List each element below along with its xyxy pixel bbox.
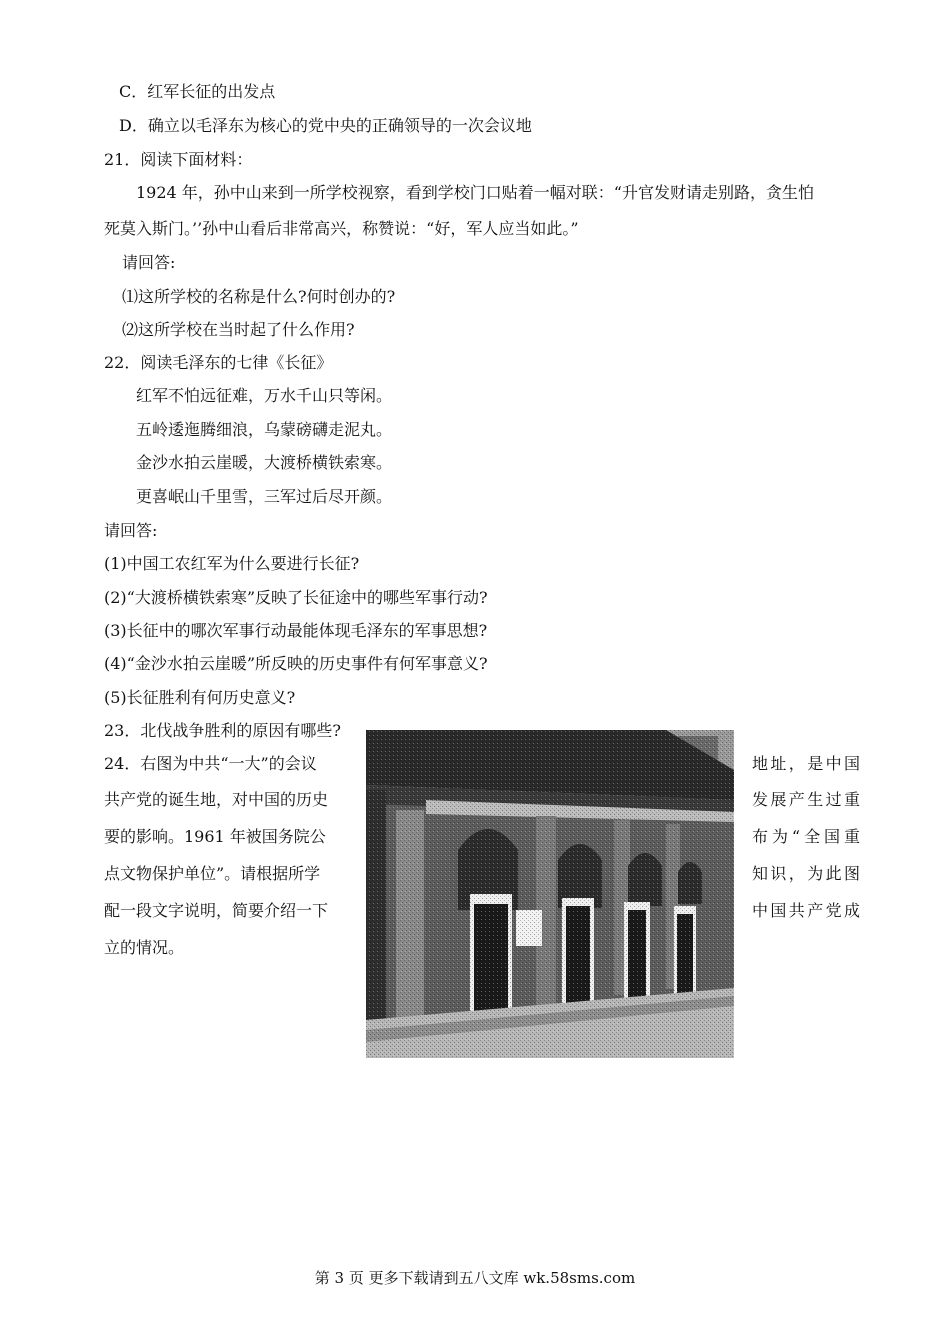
q24-text-left-5: 配一段文字说明，简要介绍一下: [104, 901, 329, 920]
q24-text-left-6: 立的情况。: [104, 938, 185, 957]
page-footer: 第 3 页 更多下载请到五八文库 wk.58sms.com: [314, 1269, 636, 1287]
q22-prompt: 请回答:: [104, 521, 158, 540]
q24-text-left-2: 共产党的诞生地，对中国的历史: [104, 790, 329, 809]
q21-title: 21．阅读下面材料：: [104, 150, 253, 169]
q21-sub-question-2: ⑵这所学校在当时起了什么作用?: [122, 320, 355, 339]
q21-material-line-2: 死莫入斯门。’’孙中山看后非常高兴，称赞说：“好，军人应当如此。”: [104, 219, 579, 238]
poem-line: 金沙水拍云崖暖，大渡桥横铁索寒。: [136, 453, 393, 472]
poem-line: 五岭逶迤腾细浪，乌蒙磅礴走泥丸。: [136, 420, 393, 439]
q24-text-right-5: 中国共产党成: [752, 901, 860, 920]
q24-text-right-3: 布为“全国重: [752, 827, 860, 846]
q22-sub-question-4: (4)“金沙水拍云崖暖”所反映的历史事件有何军事意义?: [104, 654, 488, 673]
q24-text-right-4: 知识，为此图: [752, 864, 860, 883]
q22-sub-question-2: (2)“大渡桥横铁索寒”反映了长征途中的哪些军事行动?: [104, 588, 488, 607]
q22-sub-question-5: (5)长征胜利有何历史意义?: [104, 688, 296, 707]
q21-material-line-1: 1924 年，孙中山来到一所学校视察，看到学校门口贴着一幅对联：“升官发财请走别路，贪生怕: [136, 183, 814, 202]
q24-text-left-4: 点文物保护单位”。请根据所学: [104, 864, 321, 883]
q21-prompt: 请回答:: [122, 253, 176, 272]
poem-line: 红军不怕远征难，万水千山只等闲。: [136, 386, 393, 405]
q21-sub-question-1: ⑴这所学校的名称是什么?何时创办的?: [122, 287, 396, 306]
congress-site-photo: [366, 730, 734, 1058]
q24-text-left-1: 24．右图为中共“一大”的会议: [104, 754, 317, 773]
q20-option-d: D．确立以毛泽东为核心的党中央的正确领导的一次会议地: [119, 116, 532, 135]
q22-title: 22．阅读毛泽东的七律《长征》: [104, 353, 333, 372]
q22-sub-question-3: (3)长征中的哪次军事行动最能体现毛泽东的军事思想?: [104, 621, 488, 640]
q23-question: 23．北伐战争胜利的原因有哪些?: [104, 721, 341, 740]
q20-option-c: C．红军长征的出发点: [119, 82, 276, 101]
q24-text-right-1: 地址，是中国: [752, 754, 860, 773]
q22-sub-question-1: (1)中国工农红军为什么要进行长征?: [104, 554, 360, 573]
q24-text-right-2: 发展产生过重: [752, 790, 860, 809]
q24-text-left-3: 要的影响。1961 年被国务院公: [104, 827, 326, 846]
poem-line: 更喜岷山千里雪，三军过后尽开颜。: [136, 487, 393, 506]
